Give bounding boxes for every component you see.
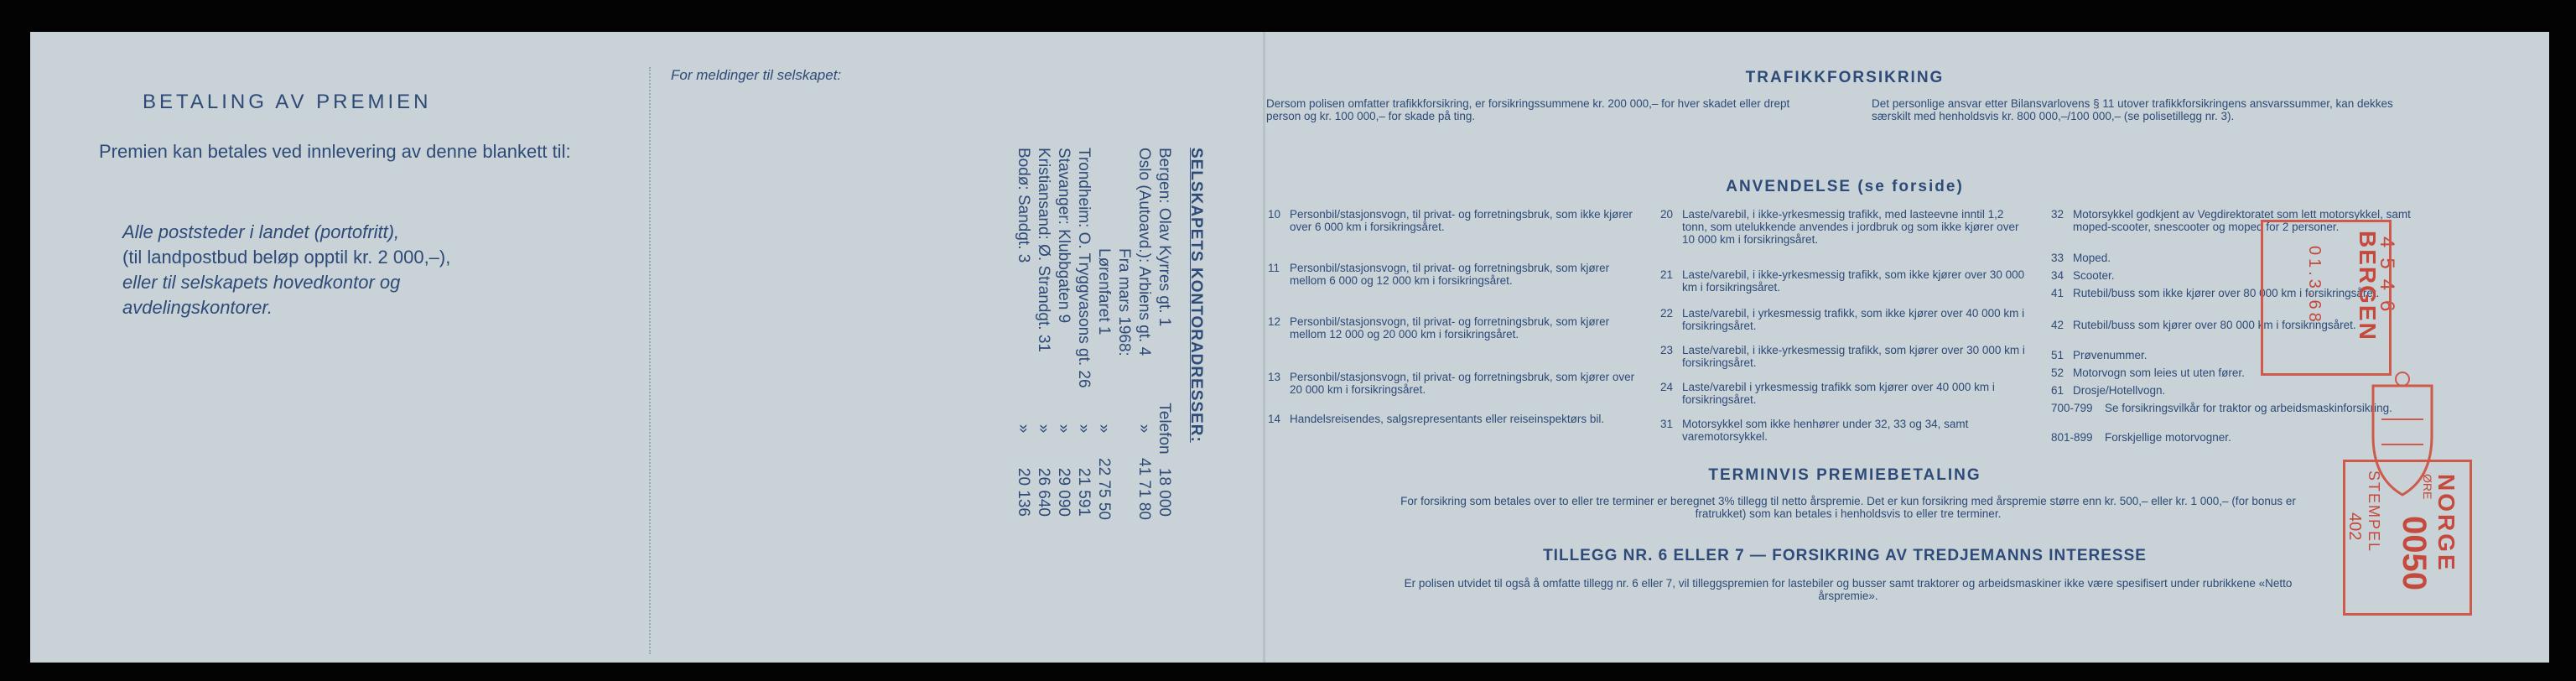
stamp-number: 402 [2345, 512, 2364, 541]
meter-stamp [2343, 460, 2472, 616]
office-row: Trondheim: O. Tryggvasons gt. 26 » 21 591 [1075, 148, 1093, 517]
usage-item: 22 Laste/varebil, i yrkesmessig trafikk, som ikke kjører over 40 000 km i forsikringsåret. [1660, 307, 2025, 332]
terminvis-heading: TERMINVIS PREMIEBETALING [1708, 466, 1981, 484]
usage-item: 52 Motorvogn som leies ut uten fører. [2051, 366, 2245, 379]
office-row: Lørenfaret 1 » 22 75 50 [1095, 248, 1113, 520]
usage-item: 700-799 Se forsikringsvilkår for traktor og arbeidsmaskinforsikring. [2051, 402, 2392, 414]
usage-item: 12 Personbil/stasjonsvogn, til privat- og forretningsbruk, som kjører mellom 12 000 og 20 000 km i forsikringsåret. [1268, 315, 1610, 340]
office-row: Stavanger: Klubbgaten 9 » 29 090 [1055, 148, 1072, 517]
usage-item: 11 Personbil/stasjonsvogn, til privat- og forretningsbruk, som kjører mellom 6 000 og 12 000 km i forsikringsåret. [1268, 262, 1610, 287]
usage-item: 31 Motorsykkel som ikke henhører under 32, 33 og 34, samt varemotorsykkel. [1660, 418, 1969, 443]
stamp-date: 01.3.68 [2305, 246, 2324, 325]
usage-item: 14 Handelsreisendes, salgsrepresentants eller reiseinspektørs bil. [1268, 413, 1605, 425]
document-paper [30, 32, 2549, 663]
option-line: avdelingskontorer. [122, 297, 273, 318]
office-row: Fra mars 1968: [1115, 248, 1133, 356]
trafikk-col1: Dersom polisen omfatter trafikkforsikring, er forsikringssummene kr. 200 000,– for hver skadet eller drept person og kr. 100 000,– for skade på ting. [1266, 97, 1790, 122]
usage-item: 33 Moped. [2051, 252, 2111, 264]
usage-item: 42 Rutebil/buss som kjører over 80 000 km i forsikringsåret. [2051, 319, 2356, 331]
payment-options [122, 220, 592, 320]
option-line: (til landpostbud beløp opptil kr. 2 000,–), [122, 247, 451, 268]
usage-item: 41 Rutebil/buss som ikke kjører over 80 000 km i forsikringsåret. [2051, 287, 2380, 299]
fold-line [1263, 32, 1265, 663]
stamp-stempel: STEMPEL [2366, 470, 2382, 554]
usage-item: 32 Motorsykkel godkjent av Vegdirektoratet som lett motorsykkel, samt moped-scooter, snescooter og moped for 2 personer. [2051, 208, 2411, 233]
usage-item: 51 Prøvenummer. [2051, 349, 2148, 361]
trafikk-heading: TRAFIKKFORSIKRING [1745, 69, 1945, 86]
terminvis-text: For forsikring som betales over to eller tre terminer er beregnet 3% tillegg til netto årspremie. Det er kun forsikring med årspremie større enn kr. 500,– eller kr. 1 000,– (for bonus er fratrukket) som kan betales i henholdsvis to eller tre terminer. [1400, 495, 2296, 520]
usage-item: 23 Laste/varebil, i ikke-yrkesmessig trafikk, som kjører over 30 000 km i forsikringsåret. [1660, 344, 2025, 369]
usage-item: 801-899 Forskjellige motorvogner. [2051, 431, 2231, 444]
usage-item: 24 Laste/varebil i yrkesmessig trafikk som kjører over 40 000 km i forsikringsåret. [1660, 381, 1995, 406]
anvendelse-heading: ANVENDELSE (se forside) [1726, 178, 1964, 195]
stamp-value: 0050 [2396, 516, 2433, 590]
usage-item: 20 Laste/varebil, i ikke-yrkesmessig trafikk, med lasteevne inntil 1,2 tonn, som utelukkende anvendes i jordbruk og som ikke kjører over 10 000 km i forsikringsåret. [1660, 208, 2019, 246]
tillegg-heading: TILLEGG NR. 6 ELLER 7 — FORSIKRING AV TREDJEMANNS INTERESSE [1543, 547, 2147, 564]
usage-item: 13 Personbil/stasjonsvogn, til privat- og forretningsbruk, som kjører over 20 000 km i forsikringsåret. [1268, 371, 1635, 396]
payment-heading: BETALING AV PREMIEN [143, 91, 432, 113]
usage-item: 34 Scooter. [2051, 269, 2115, 282]
offices-title: SELSKAPETS KONTORADRESSER: [1187, 148, 1205, 443]
option-line: eller til selskapets hovedkontor og [122, 272, 401, 293]
payment-intro: Premien kan betales ved innlevering av denne blankett til: [99, 141, 571, 162]
office-row: Bergen: Olav Kyrres gt. 1 Telefon 18 000 [1156, 148, 1173, 517]
serial-number: 4546 [2376, 237, 2398, 322]
option-line: Alle poststeder i landet (portofritt), [122, 221, 400, 242]
date-stamp [2261, 220, 2392, 376]
messages-label: For meldinger til selskapet: [671, 67, 842, 83]
stamp-city: BERGEN [2355, 231, 2381, 341]
office-addresses [963, 148, 1206, 520]
office-row: Oslo (Autoavd.): Arbiens gt. 4 » 41 71 80 [1135, 148, 1153, 520]
usage-item: 21 Laste/varebil, i ikke-yrkesmessig trafikk, som ikke kjører over 30 000 km i forsikringsåret. [1660, 268, 2025, 294]
usage-item: 61 Drosje/Hotellvogn. [2051, 384, 2166, 397]
stamp-ore: ØRE [2421, 474, 2434, 500]
office-row: Kristiansand: Ø. Strandgt. 31 » 26 640 [1035, 148, 1052, 517]
perforation-line [649, 67, 651, 654]
usage-item: 10 Personbil/stasjonsvogn, til privat- og forretningsbruk, som ikke kjører over 6 000 km i forsikringsåret. [1268, 208, 1633, 233]
office-row: Bodø: Sandgt. 3 » 20 136 [1015, 148, 1032, 517]
trafikk-col2: Det personlige ansvar etter Bilansvarlovens § 11 utover trafikkforsikringens ansvarssummer, kan dekkes særskilt med henholdsvis kr. 800 000,–/100 000,– (se polisetillegg nr. 3). [1872, 97, 2393, 122]
tillegg-text: Er polisen utvidet til også å omfatte tillegg nr. 6 eller 7, vil tilleggspremien for lastebiler og busser samt traktorer og arbeidsmaskiner ikke være spesifisert under rubrikkene «Netto årspremie». [1404, 577, 2293, 602]
stamp-country: NORGE [2433, 474, 2459, 573]
